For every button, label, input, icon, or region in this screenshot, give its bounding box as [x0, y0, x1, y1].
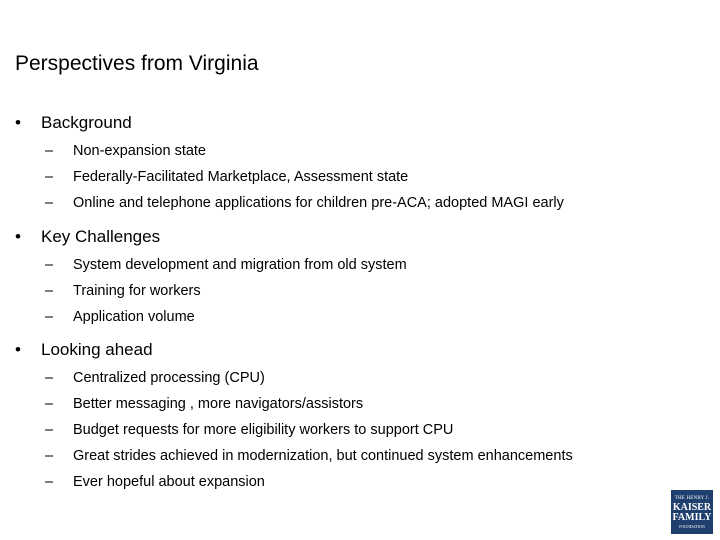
list-item-text: Great strides achieved in modernization, but continued system enhancements: [73, 448, 573, 464]
list-item: [45, 278, 407, 304]
dash-icon: –: [45, 474, 54, 490]
list-item: [45, 365, 573, 391]
dash-icon: –: [45, 309, 54, 325]
list-item: [45, 443, 573, 469]
list-item: [45, 469, 573, 495]
list-item: [45, 138, 564, 164]
looking-ahead-list: [45, 365, 573, 495]
list-item: [45, 304, 407, 330]
list-item-text: Non-expansion state: [73, 143, 206, 159]
list-item: [45, 164, 564, 190]
dash-icon: –: [45, 396, 54, 412]
dash-icon: –: [45, 257, 54, 273]
logo-line-1: THE HENRY J.: [674, 495, 710, 501]
slide-title: Perspectives from Virginia: [15, 52, 259, 75]
dash-icon: –: [45, 448, 54, 464]
list-item-text: Centralized processing (CPU): [73, 370, 265, 386]
list-item: [45, 190, 564, 216]
list-item-text: Online and telephone applications for children pre-ACA; adopted MAGI early: [73, 195, 564, 211]
list-item-text: Training for workers: [73, 283, 201, 299]
list-item-text: Federally-Facilitated Marketplace, Assessment state: [73, 169, 409, 185]
section-heading-looking-ahead: [15, 340, 153, 360]
list-item: [45, 417, 573, 443]
bullet-icon: •: [15, 340, 21, 359]
logo-line-2: KAISER: [672, 501, 712, 513]
list-item-text: Budget requests for more eligibility workers to support CPU: [73, 422, 454, 438]
section-heading-label: Looking ahead: [41, 340, 153, 359]
logo-line-4: FOUNDATION: [679, 523, 705, 529]
list-item: [45, 391, 573, 417]
section-heading-label: Key Challenges: [41, 227, 161, 246]
bullet-icon: •: [15, 227, 21, 246]
section-heading-label: Background: [41, 113, 132, 132]
list-item: [45, 252, 407, 278]
dash-icon: –: [45, 143, 54, 159]
logo-line-3: FAMILY: [672, 511, 712, 523]
dash-icon: –: [45, 422, 54, 438]
list-item-text: Application volume: [73, 309, 195, 325]
dash-icon: –: [45, 169, 54, 185]
key-challenges-list: [45, 252, 407, 330]
dash-icon: –: [45, 195, 54, 211]
section-heading-key-challenges: [15, 227, 160, 247]
section-heading-background: [15, 113, 132, 133]
background-list: [45, 138, 564, 216]
dash-icon: –: [45, 283, 54, 299]
list-item-text: Better messaging , more navigators/assistors: [73, 396, 364, 412]
list-item-text: System development and migration from old system: [73, 257, 407, 273]
kaiser-family-foundation-logo: [671, 490, 713, 534]
bullet-icon: •: [15, 113, 21, 132]
list-item-text: Ever hopeful about expansion: [73, 474, 265, 490]
dash-icon: –: [45, 370, 54, 386]
